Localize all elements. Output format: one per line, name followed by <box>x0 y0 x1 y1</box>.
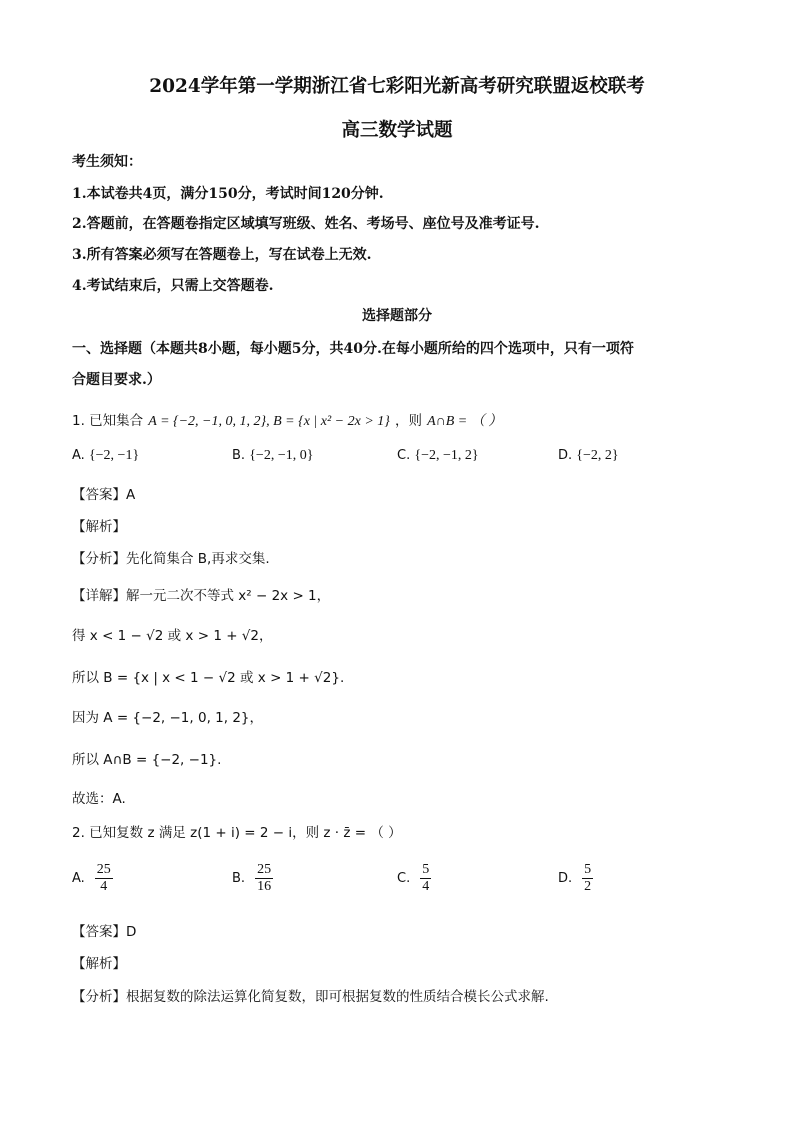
q1-step-4: 所以 A∩B = {−2, −1}. <box>72 752 222 768</box>
q1-step-2: 所以 B = {x | x < 1 − √2 或 x > 1 + √2}. <box>72 670 345 686</box>
option-label: D. <box>558 448 573 463</box>
q1-option-d <box>558 448 619 464</box>
option-label: A. <box>72 871 85 886</box>
page-subtitle: 高三数学试题 <box>341 120 453 141</box>
notice-item: 1.本试卷共4页，满分150分，考试时间120分钟. <box>72 186 384 202</box>
q1-option-a <box>72 448 139 464</box>
notice-item: 2.答题前，在答题卷指定区域填写班级、姓名、考场号、座位号及准考证号. <box>72 216 540 232</box>
q2-option-c <box>397 862 431 895</box>
answer-tag: 【答案】 <box>72 924 126 940</box>
option-label: C. <box>397 871 411 886</box>
part1-instruction-cont: 合题目要求.） <box>72 372 161 388</box>
option-fraction <box>582 862 593 895</box>
q1-set-a: A = {−2, −1, 0, 1, 2}, <box>148 414 274 429</box>
q2-fenxi <box>72 985 549 1005</box>
fenxi-text: 根据复数的除法运算化简复数，即可根据复数的性质结合模长公式求解. <box>126 989 549 1005</box>
q1-stem <box>72 409 502 430</box>
fenxi-text: 先化简集合 B,再求交集. <box>126 551 270 567</box>
option-value: {−2, −1, 0} <box>249 448 314 463</box>
notice-item: 3.所有答案必须写在答题卷上，写在试卷上无效. <box>72 247 372 263</box>
option-label: C. <box>397 448 411 463</box>
q1-answer <box>72 483 135 503</box>
q1-xiangjie <box>72 584 330 604</box>
q1-conclusion: 故选：A. <box>72 791 126 807</box>
fraction-denominator: 4 <box>100 879 108 894</box>
option-value: {−2, −1, 2} <box>414 448 479 463</box>
notice-heading: 考生须知： <box>72 154 142 170</box>
option-fraction <box>95 862 113 895</box>
option-fraction <box>420 862 431 895</box>
notice-item: 4.考试结束后，只需上交答题卷. <box>72 278 274 294</box>
q2-analysis-tag: 【解析】 <box>72 956 126 972</box>
option-label: D. <box>558 871 573 886</box>
fraction-numerator: 5 <box>422 862 430 877</box>
fraction-denominator: 4 <box>422 879 430 894</box>
xiangjie-text: 解一元二次不等式 x² − 2x > 1， <box>126 588 331 604</box>
fenxi-tag: 【分析】 <box>72 989 126 1005</box>
answer-value: D <box>126 924 137 940</box>
fraction-denominator: 2 <box>584 879 592 894</box>
fenxi-tag: 【分析】 <box>72 551 126 567</box>
xiangjie-tag: 【详解】 <box>72 588 126 604</box>
q2-stem: 2. 已知复数 z 满足 z(1 + i) = 2 − i，则 z · z̄ = （ ） <box>72 825 402 841</box>
q1-option-b <box>232 448 313 464</box>
q1-step-1: 得 x < 1 − √2 或 x > 1 + √2， <box>72 628 273 644</box>
q1-ask: A∩B = （ ） <box>427 414 503 429</box>
fraction-denominator: 16 <box>257 879 272 894</box>
option-value: {−2, −1} <box>88 448 140 463</box>
q1-suffix: ，则 <box>394 413 422 429</box>
option-label: A. <box>72 448 85 463</box>
fraction-numerator: 25 <box>257 862 272 877</box>
q2-option-d <box>558 862 593 895</box>
q1-option-c <box>397 448 479 464</box>
q1-set-b: B = {x | x² − 2x > 1} <box>273 414 390 429</box>
part1-instruction: 一、选择题（本题共8小题，每小题5分，共40分.在每小题所给的四个选项中，只有一项符 <box>72 341 634 357</box>
q1-prefix: 1. 已知集合 <box>72 413 144 429</box>
q1-analysis-tag: 【解析】 <box>72 519 126 535</box>
section-title: 选择题部分 <box>362 308 432 324</box>
fraction-numerator: 5 <box>584 862 592 877</box>
option-value: {−2, 2} <box>576 448 619 463</box>
answer-tag: 【答案】 <box>72 487 126 503</box>
q2-option-a <box>72 862 113 895</box>
fraction-numerator: 25 <box>96 862 111 877</box>
option-fraction <box>255 862 273 895</box>
option-label: B. <box>232 871 246 886</box>
q1-fenxi <box>72 547 270 567</box>
q2-option-b <box>232 862 273 895</box>
option-label: B. <box>232 448 246 463</box>
q2-answer <box>72 920 136 940</box>
answer-value: A <box>126 487 136 503</box>
page-title: 2024学年第一学期浙江省七彩阳光新高考研究联盟返校联考 <box>149 76 645 97</box>
q1-step-3: 因为 A = {−2, −1, 0, 1, 2}， <box>72 710 263 726</box>
